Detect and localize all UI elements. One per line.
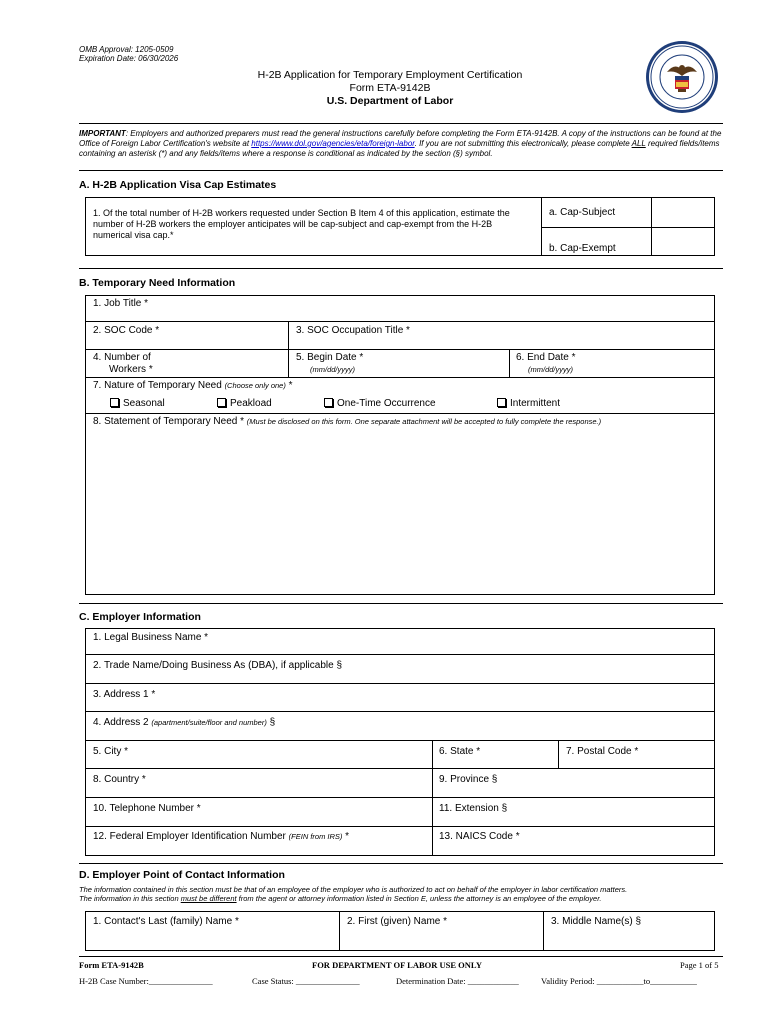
option-one-time[interactable]: One-Time Occurrence [324, 398, 436, 410]
address2-field[interactable]: 4. Address 2 (apartment/suite/floor and number) § [93, 717, 276, 728]
telephone-field[interactable]: 10. Telephone Number * [93, 803, 201, 814]
contact-last-name-field[interactable]: 1. Contact's Last (family) Name * [93, 916, 239, 927]
footer-validity-period: Validity Period: ___________to___________ [541, 976, 697, 986]
section-d-note: The information contained in this section must be that of an employee of the employer who is authorized to act on behalf of the employer in labor certification matters. The information in this section must be different from the agent or attorney information listed in Section E, unless the attorney is an employee of the employer. [79, 885, 628, 903]
state-field[interactable]: 6. State * [439, 746, 481, 757]
contact-first-name-field[interactable]: 2. First (given) Name * [347, 916, 448, 927]
peakload-checkbox[interactable] [217, 398, 226, 407]
address1-field[interactable]: 3. Address 1 * [93, 689, 156, 700]
number-of-workers-field[interactable]: 4. Number of Workers * [93, 352, 153, 375]
begin-date-field[interactable]: 5. Begin Date * (mm/dd/yyyy) [296, 352, 364, 374]
end-date-field[interactable]: 6. End Date * (mm/dd/yyyy) [516, 352, 576, 374]
soc-code-field[interactable]: 2. SOC Code * [93, 325, 160, 336]
statement-of-need-input[interactable] [87, 432, 713, 593]
trade-name-field[interactable]: 2. Trade Name/Doing Business As (DBA), if applicable § [93, 660, 343, 671]
footer-determination-date: Determination Date: ____________ [396, 976, 519, 986]
legal-business-name-field[interactable]: 1. Legal Business Name * [93, 632, 209, 643]
one-time-checkbox[interactable] [324, 398, 333, 407]
cap-estimate-question: 1. Of the total number of H-2B workers requested under Section B Item 4 of this application, estimate the number of H-2B workers the employer anticipates will be cap-subject and cap-exempt from the H-2B numerical visa cap.* [93, 208, 510, 240]
section-a-heading: A. H-2B Application Visa Cap Estimates [79, 179, 277, 191]
option-intermittent[interactable]: Intermittent [497, 398, 560, 410]
important-notice: IMPORTANT: Employers and authorized preparers must read the general instructions carefully before completing the Form ETA-9142B. A copy of the instructions can be found at the Office of Foreign Labor Certification's website at https://www.dol.gov/agencies/eta/foreign-labor. If you are not submitting this electronically, please complete ALL required fields/items containing an asterisk (*) and any fields/items where a response is conditional as indicated by the section (§) symbol. [79, 129, 722, 158]
seasonal-checkbox[interactable] [110, 398, 119, 407]
job-title-field[interactable]: 1. Job Title * [93, 298, 149, 309]
omb-approval-block [79, 45, 178, 63]
footer-dol-use: FOR DEPARTMENT OF LABOR USE ONLY [312, 960, 482, 970]
expiration-date: Expiration Date: 06/30/2026 [79, 54, 179, 63]
cap-subject-input[interactable] [654, 199, 714, 226]
footer-page-number: Page 1 of 5 [680, 960, 719, 970]
option-seasonal[interactable]: Seasonal [110, 398, 165, 410]
form-number: Form ETA-9142B [349, 82, 431, 94]
soc-title-field[interactable]: 3. SOC Occupation Title * [296, 325, 410, 336]
footer-form-number: Form ETA-9142B [79, 960, 144, 970]
province-field[interactable]: 9. Province § [439, 774, 498, 785]
section-b-heading: B. Temporary Need Information [79, 277, 236, 289]
section-d-heading: D. Employer Point of Contact Information [79, 869, 285, 881]
footer-case-status: Case Status: _______________ [252, 976, 360, 986]
contact-middle-name-field[interactable]: 3. Middle Name(s) § [551, 916, 642, 927]
statement-of-need-label: 8. Statement of Temporary Need * (Must be disclosed on this form. One separate attachment will be accepted to fully complete the response.) [93, 416, 602, 427]
form-title-block [200, 69, 580, 108]
dol-seal-icon [645, 40, 719, 114]
section-c-heading: C. Employer Information [79, 611, 201, 623]
cap-subject-label: a. Cap-Subject [549, 207, 616, 218]
extension-field[interactable]: 11. Extension § [439, 803, 508, 814]
cap-exempt-label: b. Cap-Exempt [549, 243, 616, 254]
foreign-labor-link[interactable]: https://www.dol.gov/agencies/eta/foreign-labor [251, 139, 415, 148]
cap-exempt-input[interactable] [654, 229, 714, 255]
city-field[interactable]: 5. City * [93, 746, 129, 757]
naics-code-field[interactable]: 13. NAICS Code * [439, 831, 520, 842]
option-peakload[interactable]: Peakload [217, 398, 272, 410]
nature-of-need-label: 7. Nature of Temporary Need (Choose only one) * [93, 380, 293, 391]
form-title: H-2B Application for Temporary Employment Certification [257, 69, 523, 81]
omb-approval: OMB Approval: 1205-0509 [79, 45, 174, 54]
fein-field[interactable]: 12. Federal Employer Identification Number (FEIN from IRS) * [93, 831, 350, 842]
intermittent-checkbox[interactable] [497, 398, 506, 407]
country-field[interactable]: 8. Country * [93, 774, 146, 785]
department-name: U.S. Department of Labor [326, 95, 454, 107]
postal-code-field[interactable]: 7. Postal Code * [566, 746, 639, 757]
footer-case-number: H-2B Case Number:_______________ [79, 976, 213, 986]
